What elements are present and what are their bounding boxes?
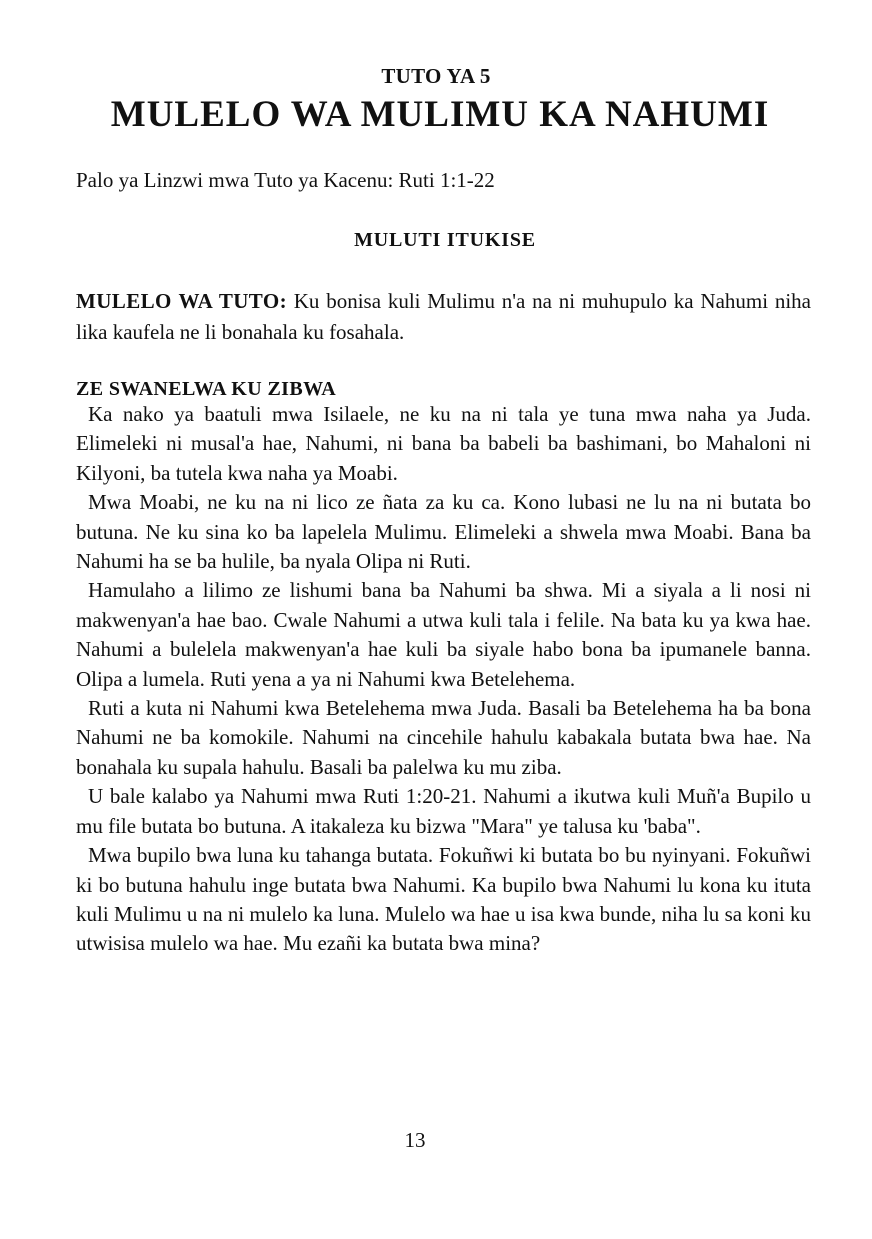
background-paragraph: Ruti a kuta ni Nahumi kwa Betelehema mwa Juda. Basali ba Betelehema ha ba bona Nahumi ne ba komokile. Nahumi na cincehile hahulu kabakala butata bwa hae. Na bonahala ku supala hahulu. Basali ba palelwa ku mu ziba. [76,696,811,779]
background-paragraph: Hamulaho a lilimo ze lishumi bana ba Nahumi ba shwa. Mi a siyala a li nosi ni makwenyan'a hae bao. Cwale Nahumi a utwa kuli tala i felile. Na bata ku ya kwa hae. Nahumi a bulelela makwenyan'a hae kuli ba siyale habo bona ba ipumanele banna. Olipa a lumela. Ruti yena a ya ni Nahumi kwa Betelehema. [76,578,811,691]
background-paragraph: Ka nako ya baatuli mwa Isilaele, ne ku na ni tala ye tuna mwa naha ya Juda. Elimeleki ni musal'a hae, Nahumi, ni bana ba babeli ba bashimani, bo Mahaloni ni Kilyoni, ba tutela kwa naha ya Moabi. [76,402,811,485]
lesson-number: TUTO YA 5 [381,64,491,88]
page-number: 13 [404,1128,426,1152]
lesson-aim-label: MULELO WA TUTO: [76,289,287,313]
background-paragraph: U bale kalabo ya Nahumi mwa Ruti 1:20-21. Nahumi a ikutwa kuli Muñ'a Bupilo u mu file butata bo butuna. A itakaleza ku bizwa "Mara" ye talusa ku 'baba". [76,784,811,838]
lesson-title: MULELO WA MULIMU KA NAHUMI [110,94,770,135]
lesson-aim [76,286,811,348]
background-body [76,400,811,959]
lesson-theme: MULUTI ITUKISE [354,229,536,251]
background-paragraph: Mwa bupilo bwa luna ku tahanga butata. Fokuñwi ki butata bo bu nyinyani. Fokuñwi ki bo butuna hahulu inge butata bwa Nahumi. Ka bupilo bwa Nahumi lu kona ku ituta kuli Mulimu u na ni mulelo ka luna. Mulelo wa hae u isa kwa bunde, niha lu sa koni ku utwisisa mulelo wa hae. Mu ezañi ka butata bwa mina? [76,843,811,956]
scripture-reading: Palo ya Linzwi mwa Tuto ya Kacenu: Ruti 1:1-22 [76,168,495,192]
lesson-aim-text: Ku bonisa kuli Mulimu n'a na ni muhupulo ka Nahumi niha lika kaufela ne li bonahala ku fosahala. [76,289,812,344]
background-heading: ZE SWANELWA KU ZIBWA [76,378,337,400]
background-paragraph: Mwa Moabi, ne ku na ni lico ze ñata za ku ca. Kono lubasi ne lu na ni butata bo butuna. Ne ku sina ko ba lapelela Mulimu. Elimeleki a shwela mwa Moabi. Bana ba Nahumi ha se ba hulile, ba nyala Olipa ni Ruti. [76,490,811,574]
